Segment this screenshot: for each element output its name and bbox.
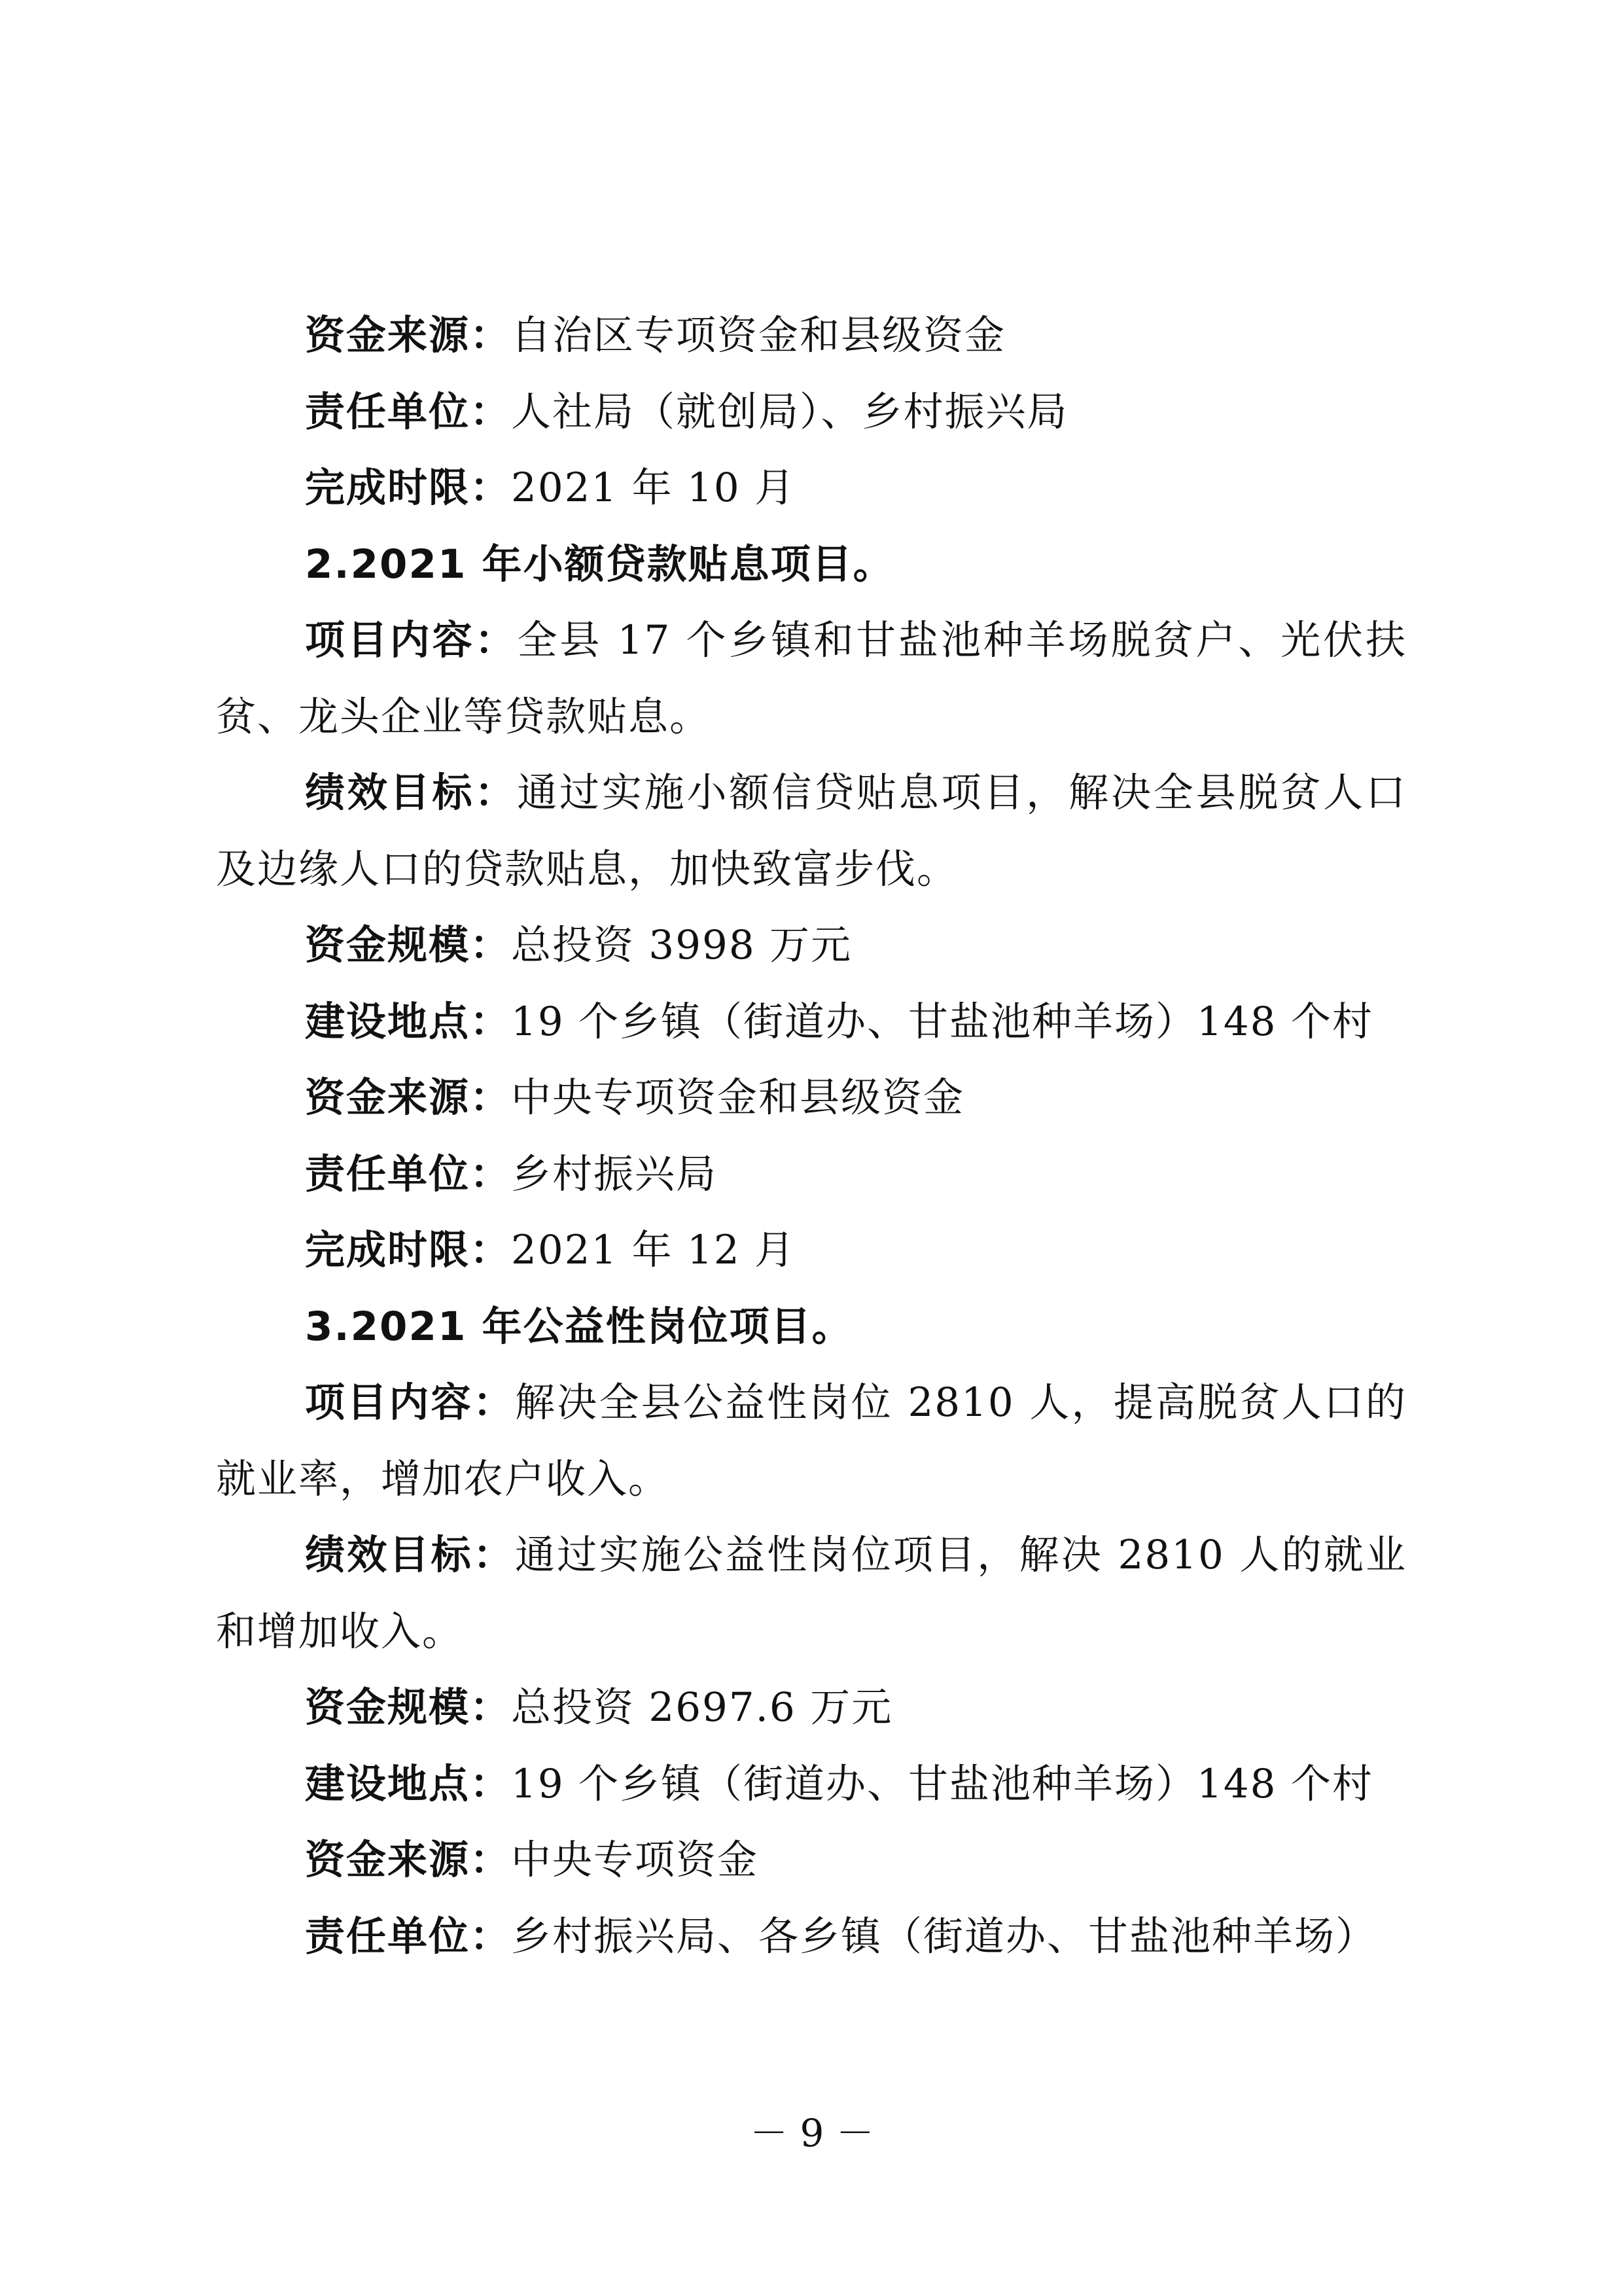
field-value: 通过实施小额信贷贴息项目，解决全县脱贫人口 [517, 769, 1407, 816]
construction-site-line [216, 1746, 1407, 1823]
field-value: 解决全县公益性岗位 2810 人，提高脱贫人口的 [515, 1379, 1407, 1426]
funding-source-line [216, 298, 1407, 374]
responsible-unit-line [216, 374, 1407, 451]
field-value: 2021 年 12 月 [511, 1227, 796, 1273]
field-value: 乡村振兴局 [511, 1150, 718, 1197]
field-value: 中央专项资金和县级资金 [511, 1074, 965, 1121]
field-value: 全县 17 个乡镇和甘盐池种羊场脱贫户、光伏扶 [517, 617, 1407, 663]
field-value: 人社局（就创局）、乡村振兴局 [511, 388, 1068, 435]
project-content-continuation: 就业率，增加农户收入。 [216, 1455, 670, 1502]
field-label: 责任单位： [305, 1150, 512, 1197]
page-number: － 9 － [750, 2111, 874, 2155]
field-value: 2021 年 10 月 [511, 465, 796, 511]
performance-goal-line [216, 1517, 1407, 1594]
field-value: 自治区专项资金和县级资金 [511, 312, 1006, 359]
section-heading-2: 2.2021 年小额贷款贴息项目。 [305, 540, 894, 588]
document-body [216, 298, 1407, 1975]
performance-goal-line [216, 755, 1407, 832]
field-label: 绩效目标： [305, 769, 518, 816]
construction-site-line [216, 984, 1407, 1061]
funding-scale-line [216, 1670, 1407, 1746]
field-label: 资金规模： [305, 1684, 512, 1731]
field-label: 建设地点： [305, 998, 512, 1045]
deadline-line [216, 450, 1407, 527]
deadline-line [216, 1212, 1407, 1289]
field-value: 19 个乡镇（街道办、甘盐池种羊场）148 个村 [511, 1760, 1373, 1807]
field-label: 资金来源： [305, 312, 512, 359]
project-content-line [216, 1365, 1407, 1441]
field-label: 责任单位： [305, 1913, 512, 1960]
field-value: 中央专项资金 [511, 1837, 759, 1883]
section-heading-3: 3.2021 年公益性岗位项目。 [305, 1303, 853, 1350]
field-value: 总投资 3998 万元 [511, 922, 853, 968]
field-label: 资金规模： [305, 922, 512, 968]
funding-source-line [216, 1822, 1407, 1899]
field-value: 乡村振兴局、各乡镇（街道办、甘盐池种羊场） [511, 1913, 1377, 1960]
field-label: 资金来源： [305, 1074, 512, 1121]
performance-goal-continuation: 和增加收入。 [216, 1608, 464, 1655]
funding-scale-line [216, 908, 1407, 984]
field-value: 19 个乡镇（街道办、甘盐池种羊场）148 个村 [511, 998, 1373, 1045]
field-value: 通过实施公益性岗位项目，解决 2810 人的就业 [515, 1532, 1407, 1578]
field-label: 绩效目标： [305, 1532, 516, 1578]
field-label: 项目内容： [305, 617, 518, 663]
field-label: 责任单位： [305, 388, 512, 435]
performance-goal-continuation: 及边缘人口的贷款贴息，加快致富步伐。 [216, 845, 959, 892]
field-label: 建设地点： [305, 1760, 512, 1807]
field-label: 完成时限： [305, 1227, 512, 1273]
responsible-unit-line [216, 1899, 1407, 1975]
field-label: 资金来源： [305, 1837, 512, 1883]
project-content-line [216, 603, 1407, 679]
field-label: 完成时限： [305, 465, 512, 511]
field-value: 总投资 2697.6 万元 [511, 1684, 893, 1731]
funding-source-line [216, 1060, 1407, 1137]
field-label: 项目内容： [305, 1379, 516, 1426]
project-content-continuation: 贫、龙头企业等贷款贴息。 [216, 693, 711, 740]
responsible-unit-line [216, 1137, 1407, 1213]
